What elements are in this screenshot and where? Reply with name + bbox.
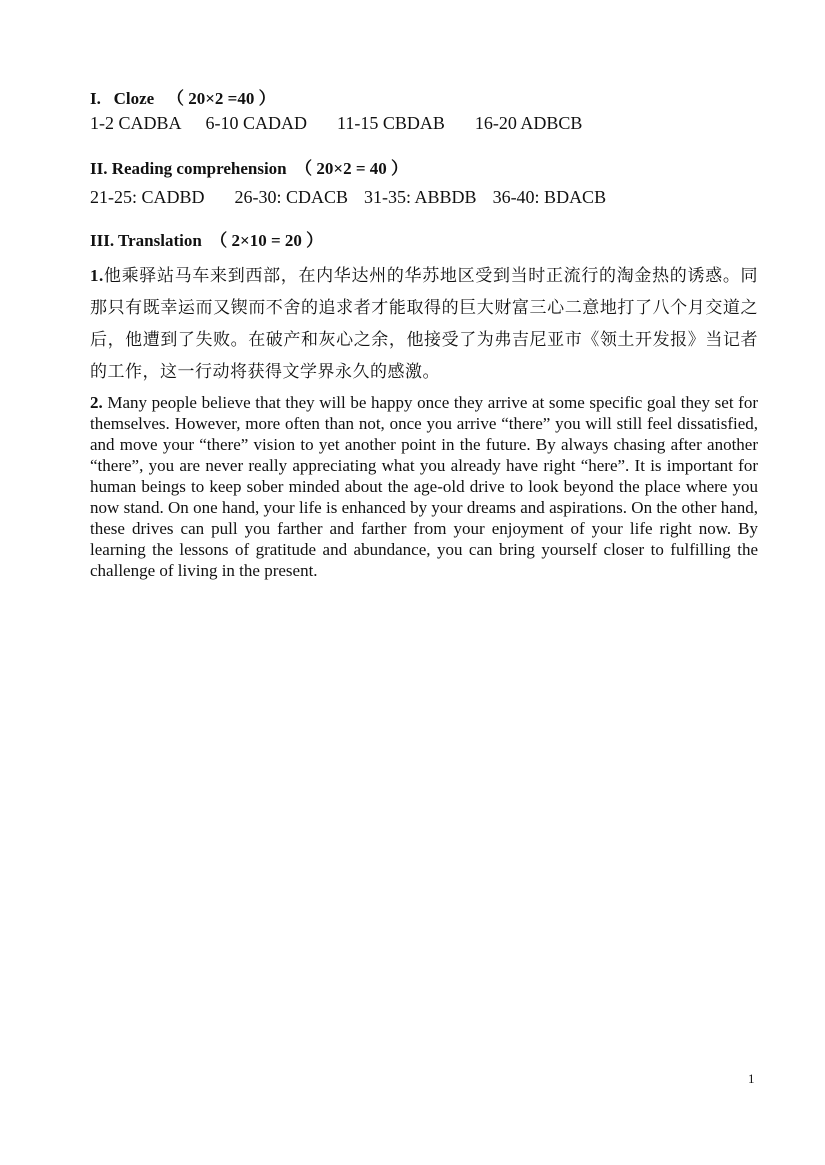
cloze-heading: I. Cloze （ 20×2 =40 ） — [90, 89, 276, 108]
reading-section — [90, 158, 758, 210]
translation-item-text: Many people believe that they will be happy once they arrive at some specific goal they set for themselves. However, more often than not, once you arrive “there” you will still feel dissatisfied, and move your “there” vision to yet another point in the future. By always chasing after another “there”, you are never really appreciating what you already have right “here”. It is important for human beings to keep sober minded about the age-old drive to look beyond the place where you now stand. On one hand, your life is enhanced by your dreams and aspirations. On the other hand, these drives can pull you farther and farther from your enjoyment of your life right now. By learning the lessons of gratitude and abundance, you can bring yourself closer to fulfilling the challenge of living in the present. — [90, 393, 759, 580]
reading-answer-group: 31-35: ABBDB — [364, 187, 477, 207]
answer-key-page — [90, 88, 758, 581]
translation-item-text: 他乘驿站马车来到西部，在内华达州的华苏地区受到当时正流行的淘金热的诱惑。同那只有既幸运而又锲而不舍的追求者才能取得的巨大财富三心二意地打了八个月交道之后，他遭到了失败。在破产和灰心之余，他接受了为弗吉尼亚市《领土开发报》当记者的工作，这一行动将获得文学界永久的感激。 — [90, 266, 758, 382]
reading-answer-group: 26-30: CDACB — [234, 187, 349, 207]
cloze-answer-group: 16-20 ADBCB — [474, 113, 583, 133]
translation-section — [90, 230, 758, 581]
cloze-answer-group: 6-10 CADAD — [205, 113, 308, 133]
translation-item-number: 1. — [90, 266, 104, 285]
reading-answer-group: 36-40: BDACB — [492, 187, 607, 207]
translation-item-number: 2. — [90, 393, 103, 412]
cloze-answers — [90, 110, 758, 136]
reading-heading: II. Reading comprehension （ 20×2 = 40 ） — [90, 159, 409, 178]
translation-item-2 — [90, 392, 758, 581]
translation-item-1 — [90, 260, 758, 388]
cloze-answer-group: 1-2 CADBA — [90, 113, 182, 133]
translation-heading: III. Translation （ 2×10 = 20 ） — [90, 231, 324, 250]
reading-answers — [90, 184, 758, 210]
cloze-section — [90, 88, 758, 136]
cloze-answer-group: 11-15 CBDAB — [337, 113, 445, 133]
page-number: 1 — [748, 1071, 755, 1086]
reading-answer-group: 21-25: CADBD — [90, 187, 205, 207]
